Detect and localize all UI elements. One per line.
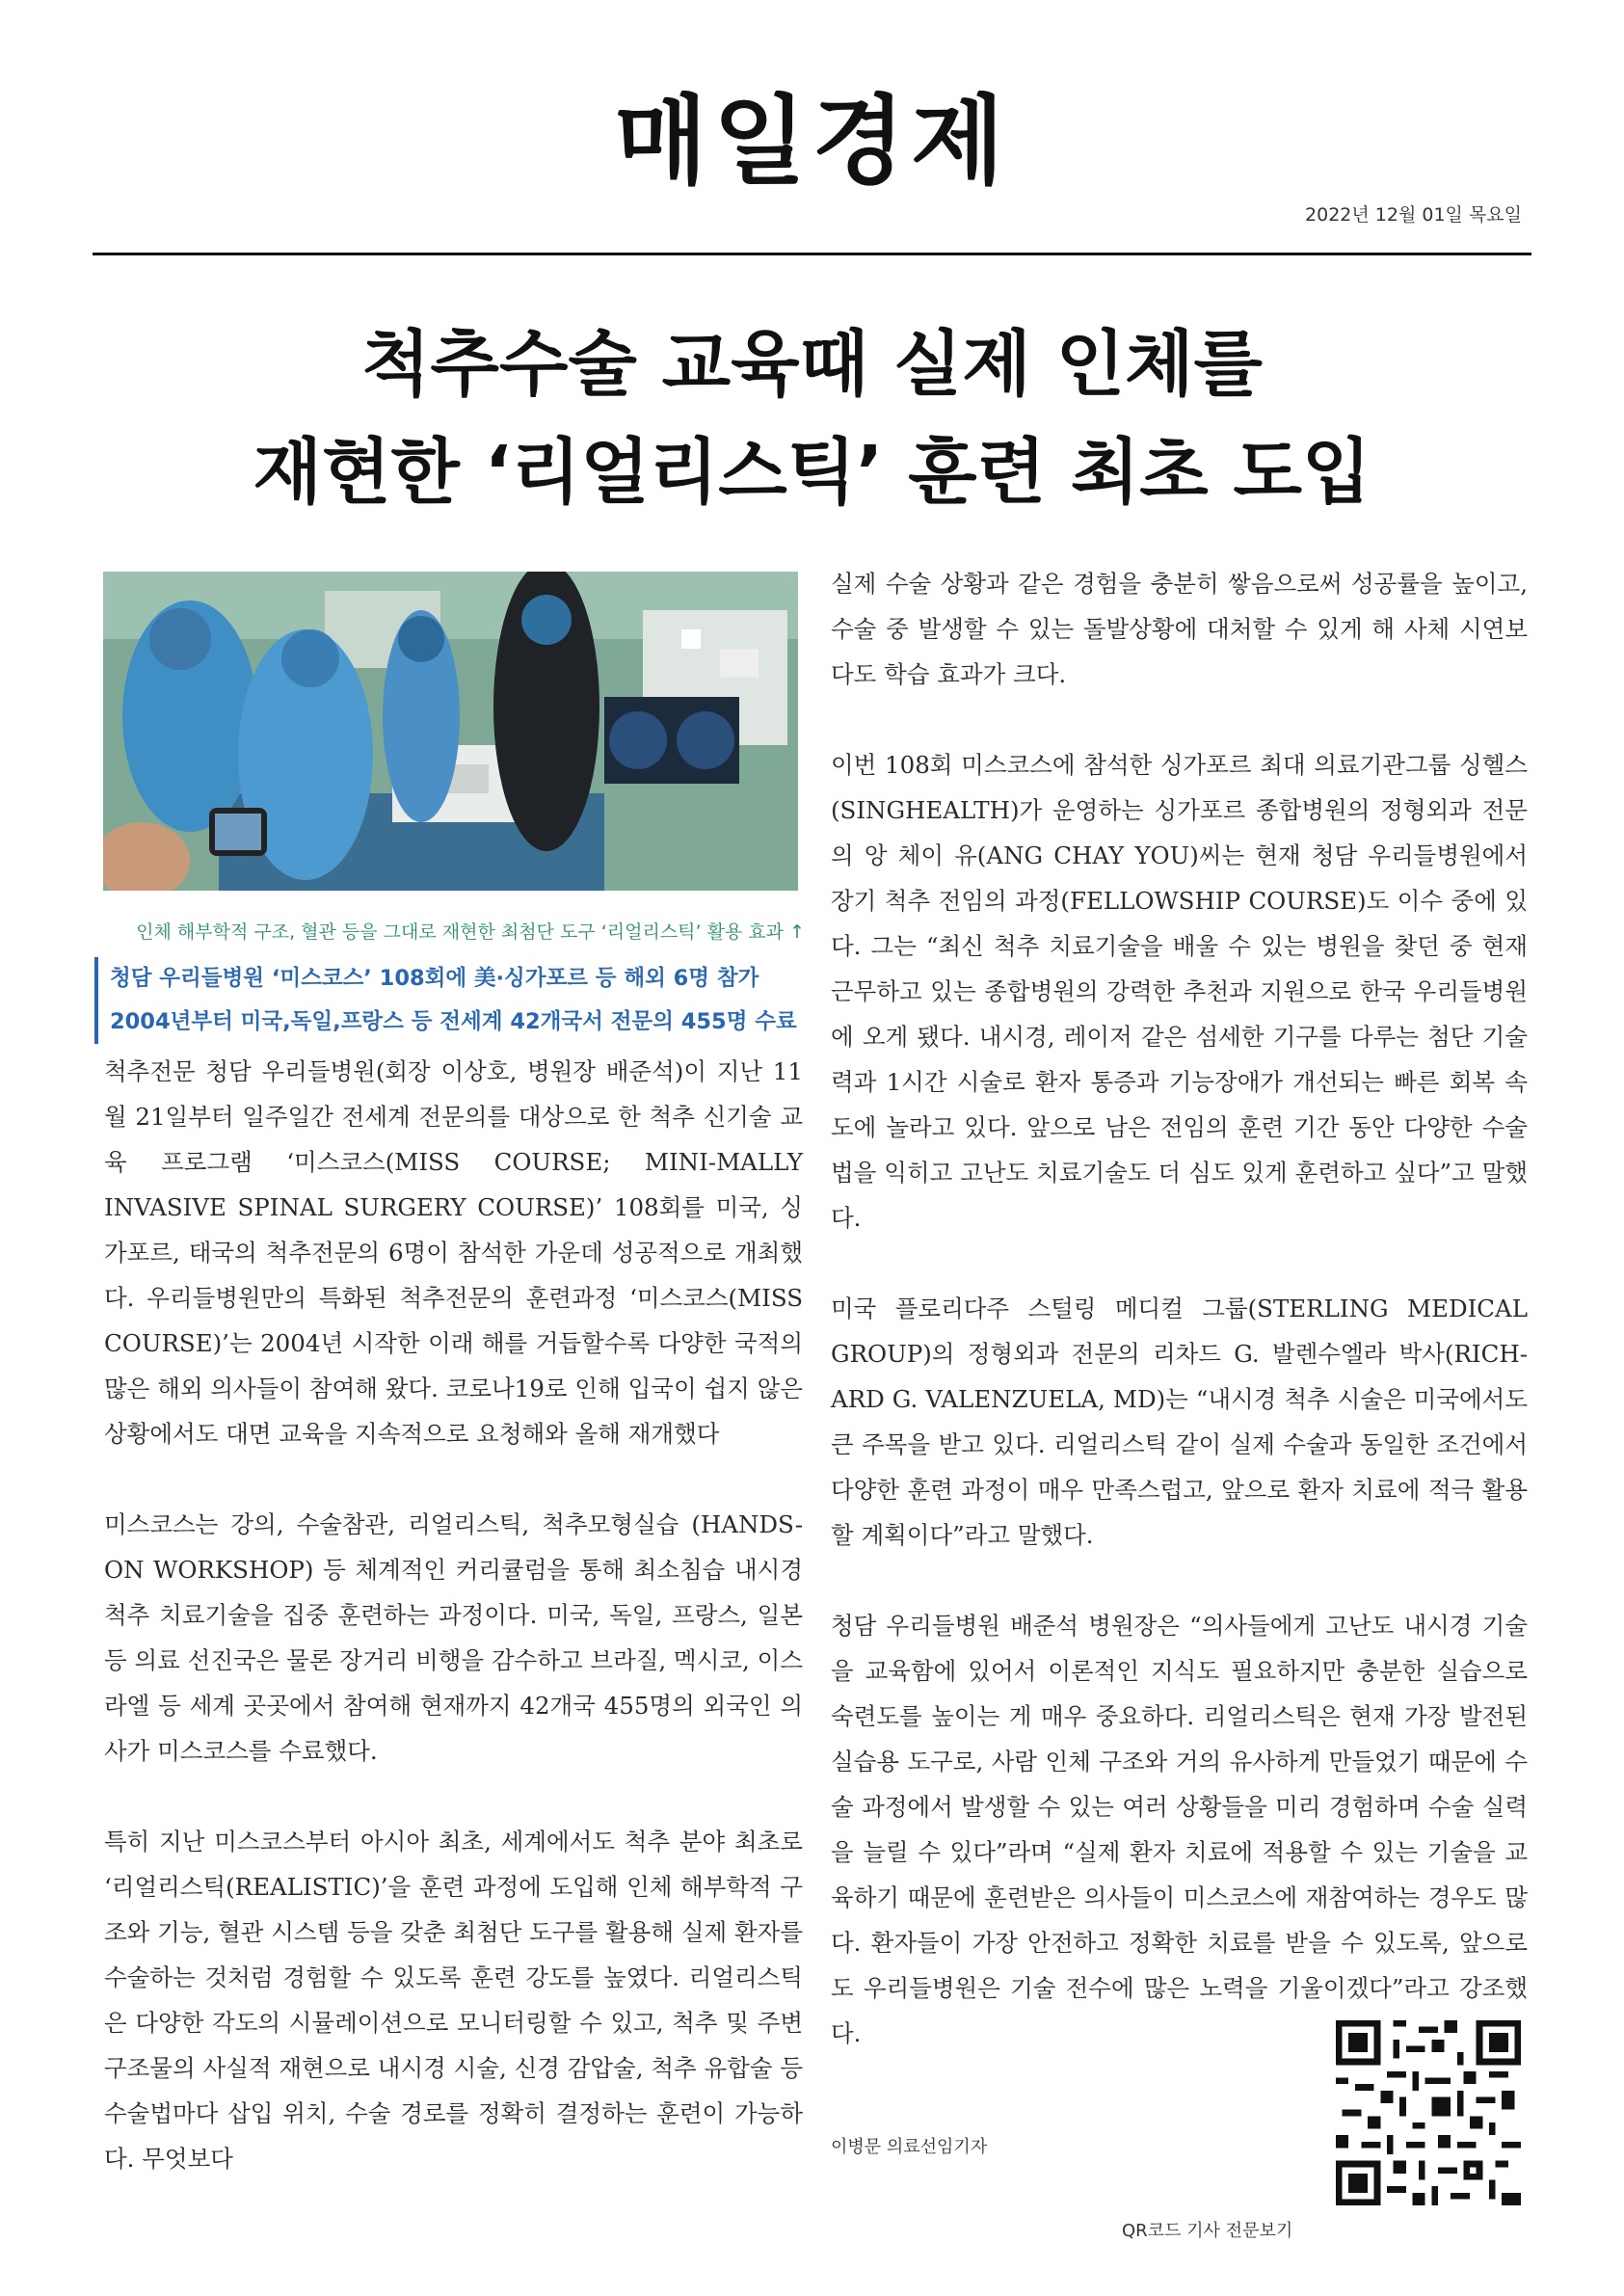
header-divider: [93, 253, 1531, 255]
operating-room-illustration: [103, 572, 798, 891]
article-headline: [93, 310, 1531, 526]
qr-code-label: QR코드 기사 전문보기: [1122, 2221, 1293, 2241]
body-paragraph: 청담 우리들병원 배준석 병원장은 “의사들에게 고난도 내시경 기술을 교육함에 있어서 이론적인 지식도 필요하지만 충분한 실습으로 숙련도를 높이는 게 매우 중요하다. 리얼리스틱은 현재 가장 발전된 실습용 도구로, 사람 인체 구조와 거의 유사하게 만들었기 때문에 수술 과정에서 발생할 수 있는 여러 상황들을 미리 경험하며 수술 실력을 늘릴 수 있다”라며 “실제 환자 치료에 적용할 수 있는 기술을 교육하기 때문에 훈련받은 의사들이 미스코스에 재참여하는 경우도 많다. 환자들이 가장 안전하고 정확한 치료를 받을 수 있도록, 앞으로도 우리들병원은 기술 전수에 많은 노력을 기울이겠다”라고 강조했다.: [831, 1612, 1528, 2047]
body-paragraph: 척추전문 청담 우리들병원(회장 이상호, 병원장 배준석)이 지난 11월 21일부터 일주일간 전세계 전문의를 대상으로 한 척추 신기술 교육 프로그램 ‘미스코스(MISS COURSE; MINI-MALLY INVASIVE SPINAL SURGERY COURSE)’ 108회를 미국, 싱가포르, 태국의 척추전문의 6명이 참석한 가운데 성공적으로 개최했다. 우리들병원만의 특화된 척추전문의 훈련과정 ‘미스코스(MISS COURSE)’는 2004년 시작한 이래 해를 거듭할수록 다양한 국적의 많은 해외 의사들이 참여해 왔다. 코로나19로 인해 입국이 쉽지 않은 상황에서도 대면 교육을 지속적으로 요청해와 올해 재개했다: [104, 1057, 803, 1448]
article-photo: [103, 572, 798, 891]
body-paragraph: 특히 지난 미스코스부터 아시아 최초, 세계에서도 척추 분야 최초로 ‘리얼리스틱(REALISTIC)’을 훈련 과정에 도입해 인체 해부학적 구조와 기능, 혈관 시스템 등을 갖춘 최첨단 도구를 활용해 실제 환자를 수술하는 것처럼 경험할 수 있도록 훈련 강도를 높였다. 리얼리스틱은 다양한 각도의 시뮬레이션으로 모니터링할 수 있고, 척추 및 주변 구조물의 사실적 재현으로 내시경 시술, 신경 감압술, 척추 유합술 등 수술법마다 삽입 위치, 수술 경로를 정확히 결정하는 훈련이 가능하다. 무엇보다: [104, 1828, 803, 2173]
newspaper-masthead: 매일경제: [614, 85, 1010, 198]
article-body-left-column: [104, 1049, 803, 2227]
issue-date: 2022년 12월 01일 목요일: [1305, 204, 1522, 226]
photo-caption: 인체 해부학적 구조, 혈관 등을 그대로 재현한 최첨단 도구 ‘리얼리스틱’ 활용 효과 ↑: [136, 921, 805, 943]
body-paragraph: 이번 108회 미스코스에 참석한 싱가포르 최대 의료기관그룹 싱헬스(SINGHEALTH)가 운영하는 싱가포르 종합병원의 정형외과 전문의 앙 체이 유(ANG CHAY YOU)씨는 현재 청담 우리들병원에서 장기 척추 전임의 과정(FELLOWSHIP COURSE)도 이수 중에 있다. 그는 “최신 척추 치료기술을 배울 수 있는 병원을 찾던 중 현재 근무하고 있는 종합병원의 강력한 추천과 지원으로 한국 우리들병원에 오게 됐다. 내시경, 레이저 같은 섬세한 기구를 다루는 첨단 기술력과 1시간 시술로 환자 통증과 기능장애가 개선되는 빠른 회복 속도에 놀라고 있다. 앞으로 남은 전임의 훈련 기간 동안 다양한 수술법을 익히고 고난도 치료기술도 더 심도 있게 훈련하고 싶다”고 말했다.: [831, 751, 1528, 1232]
subheading-2: 2004년부터 미국,독일,프랑스 등 전세계 42개국서 전문의 455명 수료: [110, 1009, 797, 1034]
subheading-1: 청담 우리들병원 ‘미스코스’ 108회에 美·싱가포르 등 해외 6명 참가: [110, 966, 759, 991]
body-paragraph: 미국 플로리다주 스털링 메디컬 그룹(STERLING MEDICAL GROUP)의 정형외과 전문의 리차드 G. 발렌수엘라 박사(RICH-ARD G. VALENZUELA, MD)는 “내시경 척추 시술은 미국에서도 큰 주목을 받고 있다. 리얼리스틱 같이 실제 수술과 동일한 조건에서 다양한 훈련 과정이 매우 만족스럽고, 앞으로 환자 치료에 적극 활용할 계획이다”라고 말했다.: [831, 1295, 1528, 1549]
qr-code[interactable]: [1336, 2020, 1521, 2205]
headline-line-2: 재현한 ‘리얼리스틱’ 훈련 최초 도입: [253, 431, 1371, 514]
article-body-right-column: [831, 561, 1528, 2101]
reporter-byline: 이병문 의료선임기자: [831, 2137, 988, 2157]
article-subheadings: [94, 957, 803, 1044]
body-paragraph: 실제 수술 상황과 같은 경험을 충분히 쌓음으로써 성공률을 높이고, 수술 중 발생할 수 있는 돌발상황에 대처할 수 있게 해 사체 시연보다도 학습 효과가 크다.: [831, 570, 1528, 688]
body-paragraph: 미스코스는 강의, 수술참관, 리얼리스틱, 척추모형실습 (HANDS-ON WORKSHOP) 등 체계적인 커리큘럼을 통해 최소침습 내시경 척추 치료기술을 집중 훈련하는 과정이다. 미국, 독일, 프랑스, 일본 등 의료 선진국은 물론 장거리 비행을 감수하고 브라질, 멕시코, 이스라엘 등 세계 곳곳에서 참여해 현재까지 42개국 455명의 외국인 의사가 미스코스를 수료했다.: [104, 1510, 803, 1765]
headline-line-1: 척추수술 교육때 실제 인체를: [360, 323, 1264, 406]
